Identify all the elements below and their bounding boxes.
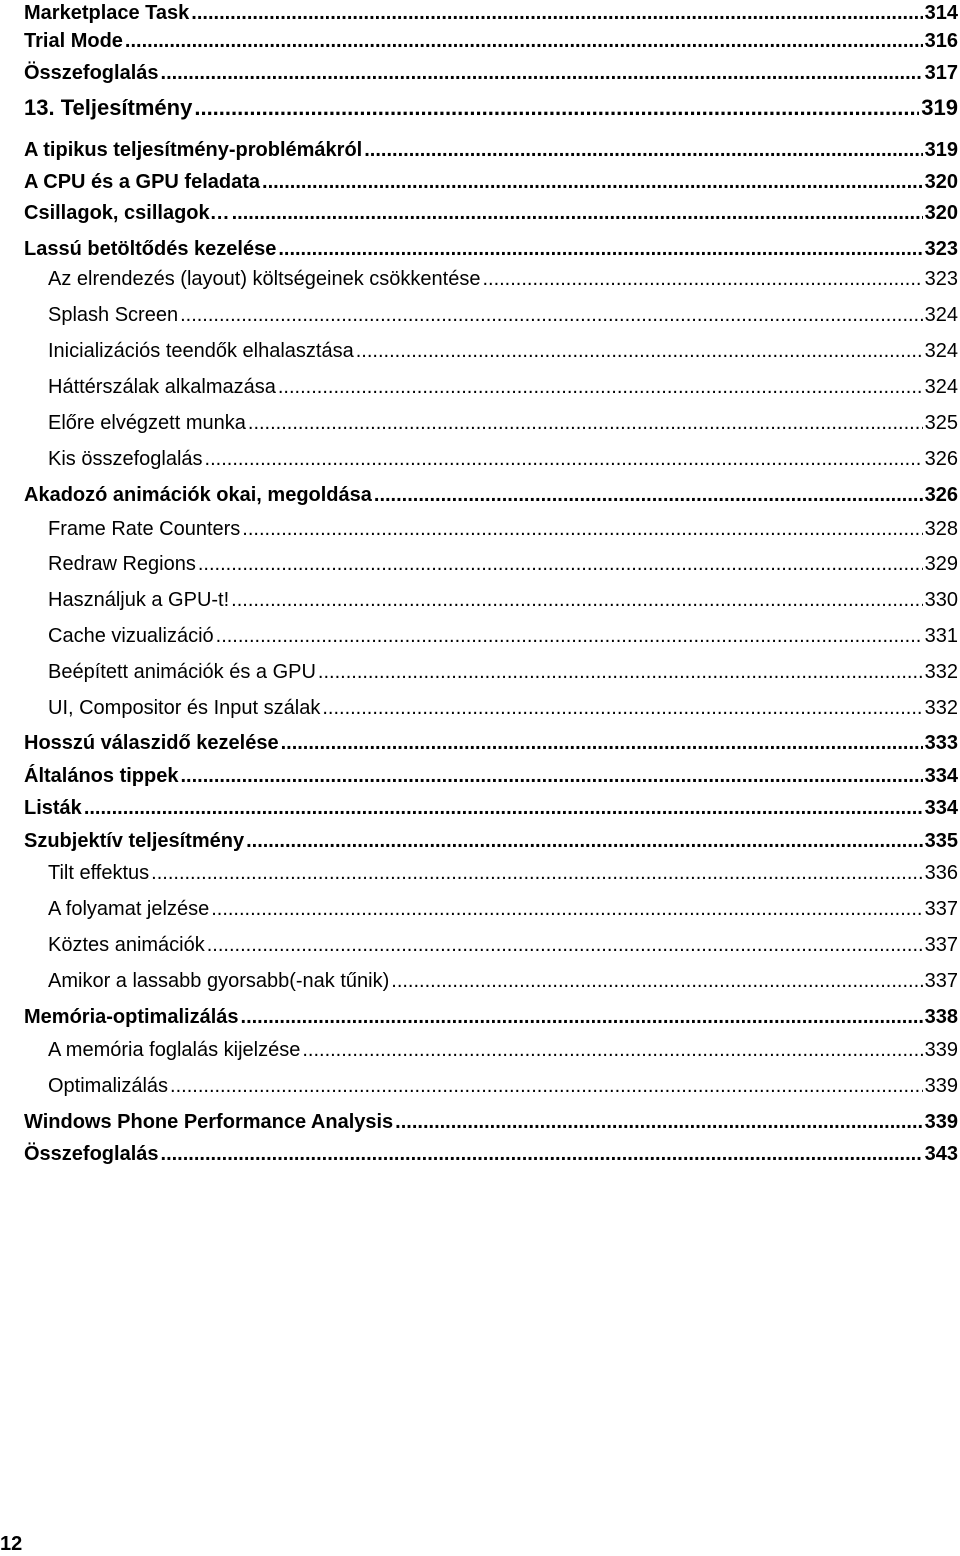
toc-entry-page: 319 [924, 139, 958, 161]
toc-entry[interactable] [24, 795, 958, 821]
toc-leader-dots [161, 1141, 923, 1167]
toc-entry[interactable] [48, 1073, 958, 1099]
toc-entry[interactable] [24, 828, 958, 854]
toc-entry-title: Optimalizálás [48, 1075, 169, 1097]
toc-leader-dots [262, 169, 923, 195]
toc-leader-dots [278, 374, 923, 400]
toc-entry-page: 337 [924, 970, 958, 992]
toc-entry[interactable] [24, 1141, 958, 1167]
toc-entry-title: Beépített animációk és a GPU [48, 661, 316, 683]
toc-entry-title: Tilt effektus [48, 862, 150, 884]
toc-entry[interactable] [24, 763, 958, 789]
toc-leader-dots [198, 551, 923, 577]
toc-entry-title: UI, Compositor és Input szálak [48, 697, 321, 719]
toc-entry-title: Háttérszálak alkalmazása [48, 376, 276, 398]
toc-entry-page: 324 [924, 376, 958, 398]
toc-entry-page: 334 [924, 797, 958, 819]
toc-entry-title: Összefoglalás [24, 1143, 159, 1165]
toc-entry-title: Marketplace Task [24, 2, 190, 24]
toc-entry-title: Kis összefoglalás [48, 448, 203, 470]
toc-entry[interactable] [48, 410, 958, 436]
toc-entry-page: 339 [924, 1075, 958, 1097]
toc-entry-title: Cache vizualizáció [48, 625, 214, 647]
toc-entry-page: 317 [924, 62, 958, 84]
toc-entry-page: 330 [924, 589, 958, 611]
toc-leader-dots [248, 410, 923, 436]
toc-entry-title: A CPU és a GPU feladata [24, 171, 261, 193]
toc-leader-dots [161, 60, 923, 86]
toc-entry-page: 337 [924, 898, 958, 920]
toc-entry[interactable] [48, 551, 958, 577]
toc-leader-dots [278, 236, 922, 262]
toc-entry-page: 331 [924, 625, 958, 647]
toc-entry[interactable] [48, 968, 958, 994]
toc-entry-page: 314 [924, 2, 958, 24]
toc-entry-page: 325 [924, 412, 958, 434]
toc-entry-page: 332 [924, 661, 958, 683]
toc-entry[interactable] [48, 860, 958, 886]
toc-entry-page: 334 [924, 765, 958, 787]
toc-entry[interactable] [24, 1004, 958, 1030]
toc-entry-title: A folyamat jelzése [48, 898, 210, 920]
toc-entry-title: Összefoglalás [24, 62, 159, 84]
toc-entry[interactable] [24, 482, 958, 508]
toc-entry-page: 335 [924, 830, 958, 852]
toc-entry[interactable] [24, 95, 958, 121]
toc-leader-dots [180, 302, 923, 328]
toc-entry[interactable] [24, 60, 958, 86]
toc-entry-page: 339 [924, 1039, 958, 1061]
toc-leader-dots [180, 763, 922, 789]
toc-entry[interactable] [24, 137, 958, 163]
toc-entry-page: 332 [924, 697, 958, 719]
toc-entry-title: Általános tippek [24, 765, 179, 787]
toc-entry-title: Redraw Regions [48, 553, 196, 575]
toc-entry-page: 329 [924, 553, 958, 575]
toc-entry-page: 343 [924, 1143, 958, 1165]
toc-entry[interactable] [24, 28, 958, 54]
toc-leader-dots [207, 932, 923, 958]
toc-leader-dots [216, 623, 923, 649]
toc-leader-dots [302, 1037, 922, 1063]
toc-entry[interactable] [48, 338, 958, 364]
toc-leader-dots [232, 200, 923, 226]
toc-entry-title: Hosszú válaszidő kezelése [24, 732, 279, 754]
toc-leader-dots [231, 587, 922, 613]
toc-entry[interactable] [24, 0, 958, 26]
toc-leader-dots [482, 266, 922, 292]
toc-leader-dots [191, 0, 922, 26]
toc-entry[interactable] [48, 266, 958, 292]
toc-leader-dots [281, 730, 923, 756]
toc-entry-page: 324 [924, 304, 958, 326]
toc-entry[interactable] [48, 896, 958, 922]
toc-entry-page: 338 [924, 1006, 958, 1028]
toc-entry-page: 323 [924, 238, 958, 260]
page-number: 12 [0, 1533, 23, 1555]
toc-entry[interactable] [24, 730, 958, 756]
toc-entry[interactable] [48, 516, 958, 542]
toc-entry-title: Lassú betöltődés kezelése [24, 238, 277, 260]
toc-entry-page: 319 [921, 95, 958, 120]
toc-leader-dots [205, 446, 923, 472]
toc-entry-title: Windows Phone Performance Analysis [24, 1111, 394, 1133]
toc-entry[interactable] [48, 302, 958, 328]
toc-leader-dots [374, 482, 923, 508]
toc-entry-title: Csillagok, csillagok… [24, 202, 230, 224]
toc-leader-dots [151, 860, 922, 886]
toc-leader-dots [391, 968, 922, 994]
toc-entry-title: Inicializációs teendők elhalasztása [48, 340, 354, 362]
toc-leader-dots [84, 795, 923, 821]
toc-leader-dots [194, 95, 919, 121]
toc-entry-page: 337 [924, 934, 958, 956]
toc-entry-title: Köztes animációk [48, 934, 205, 956]
toc-leader-dots [246, 828, 923, 854]
toc-entry-page: 328 [924, 518, 958, 540]
toc-entry-title: Frame Rate Counters [48, 518, 241, 540]
toc-entry-title: Memória-optimalizálás [24, 1006, 239, 1028]
toc-entry-title: Splash Screen [48, 304, 179, 326]
toc-entry[interactable] [24, 236, 958, 262]
toc-entry-page: 326 [924, 484, 958, 506]
toc-entry-title: Trial Mode [24, 30, 123, 52]
toc-entry[interactable] [48, 446, 958, 472]
toc-entry-page: 323 [924, 268, 958, 290]
toc-entry[interactable] [24, 1109, 958, 1135]
toc-leader-dots [318, 659, 923, 685]
toc-entry-title: A tipikus teljesítmény-problémákról [24, 139, 363, 161]
toc-entry[interactable] [24, 200, 958, 226]
toc-entry[interactable] [48, 659, 958, 685]
toc-entry-page: 320 [924, 171, 958, 193]
toc-entry-title: Használjuk a GPU-t! [48, 589, 230, 611]
toc-entry[interactable] [48, 623, 958, 649]
toc-entry-title: A memória foglalás kijelzése [48, 1039, 301, 1061]
toc-entry-page: 336 [924, 862, 958, 884]
toc-leader-dots [242, 516, 922, 542]
toc-leader-dots [241, 1004, 923, 1030]
toc-entry-title: 13. Teljesítmény [24, 95, 193, 120]
toc-entry-page: 333 [924, 732, 958, 754]
toc-entry-page: 339 [924, 1111, 958, 1133]
toc-entry[interactable] [48, 932, 958, 958]
toc-entry[interactable] [48, 374, 958, 400]
toc-entry-title: Az elrendezés (layout) költségeinek csökkentése [48, 268, 481, 290]
toc-entry-page: 320 [924, 202, 958, 224]
toc-entry-title: Listák [24, 797, 82, 819]
toc-entry[interactable] [48, 695, 958, 721]
toc-entry-page: 316 [924, 30, 958, 52]
toc-leader-dots [364, 137, 922, 163]
toc-entry-title: Előre elvégzett munka [48, 412, 246, 434]
toc-entry[interactable] [24, 169, 958, 195]
toc-leader-dots [170, 1073, 923, 1099]
toc-leader-dots [322, 695, 922, 721]
toc-leader-dots [125, 28, 923, 54]
toc-leader-dots [211, 896, 922, 922]
toc-leader-dots [395, 1109, 922, 1135]
toc-entry-title: Szubjektív teljesítmény [24, 830, 245, 852]
toc-entry[interactable] [48, 587, 958, 613]
toc-entry-title: Akadozó animációk okai, megoldása [24, 484, 372, 506]
toc-entry[interactable] [48, 1037, 958, 1063]
toc-entry-title: Amikor a lassabb gyorsabb(-nak tűnik) [48, 970, 390, 992]
toc-entry-page: 324 [924, 340, 958, 362]
toc-entry-page: 326 [924, 448, 958, 470]
toc-leader-dots [356, 338, 923, 364]
